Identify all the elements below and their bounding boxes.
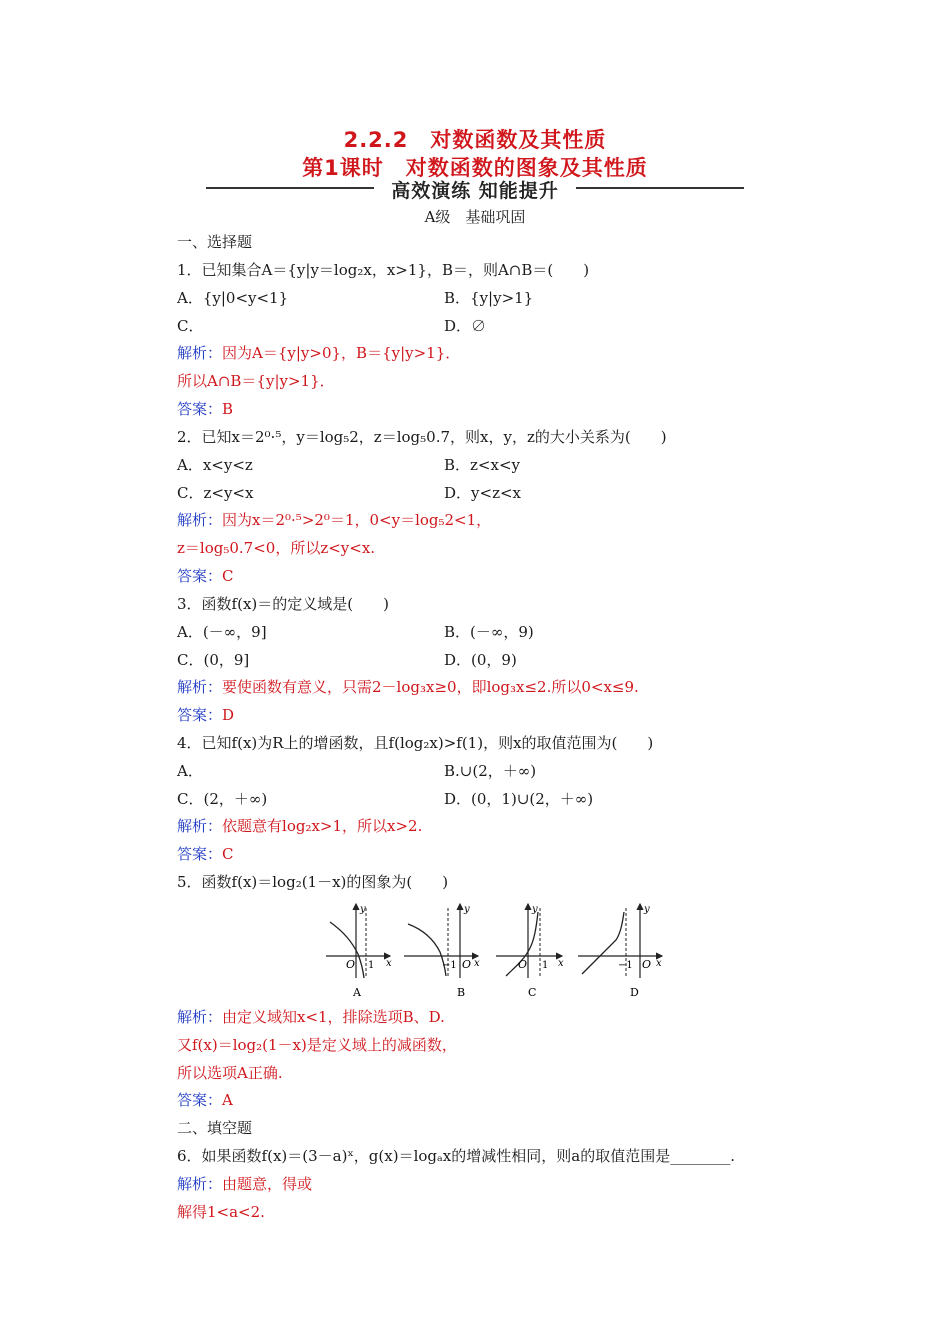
analysis-text: 因为A＝{y|y>0}，B＝{y|y>1}． [222, 344, 461, 362]
graph-d [578, 904, 662, 999]
section-heading: 一、选择题 [177, 233, 253, 251]
graph-b [404, 904, 480, 999]
answer-label: 答案： [177, 400, 223, 418]
svg-text:x: x [386, 958, 392, 969]
question-stem: 4．已知f(x)为R上的增函数，且f(log₂x)>f(1)，则x的取值范围为( ) [177, 734, 654, 752]
question-stem: 2．已知x＝2⁰·⁵，y＝log₅2，z＝log₅0.7，则x，y，z的大小关系为( ) [177, 428, 667, 446]
svg-text:y: y [532, 904, 538, 915]
option-a: A． [177, 762, 203, 780]
answer [177, 399, 233, 419]
analysis [177, 510, 491, 530]
option-b: B.∪(2，＋∞) [444, 762, 537, 780]
option-d: D．∅ [444, 317, 487, 335]
function-graphs [320, 898, 670, 1000]
answer-label: 答案： [177, 845, 223, 863]
answer-value: A [222, 1091, 233, 1109]
svg-text:1: 1 [368, 960, 375, 971]
answer-label: 答案： [177, 567, 223, 585]
analysis-text: 由定义域知x<1，排除选项B、D. [222, 1008, 445, 1026]
option-c: C．(0，9] [177, 651, 250, 669]
svg-text:x: x [474, 958, 480, 969]
svg-text:−1: −1 [618, 960, 633, 971]
option-c: C． [177, 317, 204, 335]
analysis [177, 343, 460, 363]
answer-label: 答案： [177, 1091, 223, 1109]
option-c: C．(2，＋∞) [177, 790, 268, 808]
graph-c [496, 904, 564, 999]
question-stem: 1．已知集合A＝{y|y＝log₂x，x>1}，B＝，则A∩B＝( ) [177, 261, 590, 279]
analysis-label: 解析： [177, 817, 223, 835]
option-b: B．z<x<y [444, 456, 520, 474]
question-stem: 3．函数f(x)＝的定义域是( ) [177, 595, 389, 613]
lesson-title: 第1课时 对数函数的图象及其性质 [302, 156, 648, 180]
section-heading: 二、填空题 [177, 1119, 253, 1137]
analysis-text: z＝log₅0.7<0，所以z<y<x. [177, 539, 376, 557]
graphs-svg [320, 898, 670, 1000]
graph-label: C [528, 986, 537, 999]
analysis-label: 解析： [177, 678, 223, 696]
section-title: 2.2.2 对数函数及其性质 [343, 128, 607, 152]
option-c: C．z<y<x [177, 484, 254, 502]
analysis-text: 所以选项A正确. [177, 1064, 283, 1082]
analysis [177, 1007, 445, 1027]
analysis-text: 因为x＝2⁰·⁵>2⁰＝1，0<y＝log₅2<1， [222, 511, 492, 529]
analysis-text: 所以A∩B＝{y|y>1}． [177, 372, 335, 390]
graph-label: B [457, 986, 466, 999]
analysis [177, 677, 639, 697]
option-a: A．(－∞，9] [177, 623, 267, 641]
analysis [177, 816, 422, 836]
answer [177, 705, 234, 725]
analysis-text: 解得1<a<2. [177, 1203, 265, 1221]
svg-text:O: O [642, 958, 652, 971]
option-d: D．y<z<x [444, 484, 521, 502]
option-d: D．(0，1)∪(2，＋∞) [444, 790, 594, 808]
option-a: A．x<y<z [177, 456, 253, 474]
svg-text:x: x [558, 958, 564, 969]
banner [206, 176, 744, 200]
option-a: A．{y|0<y<1} [177, 289, 289, 307]
graph-label: A [353, 986, 361, 999]
analysis-label: 解析： [177, 344, 223, 362]
analysis-label: 解析： [177, 1175, 223, 1193]
answer [177, 844, 234, 864]
answer-value: C [222, 567, 234, 585]
analysis-text: 由题意，得或 [222, 1175, 313, 1193]
analysis-label: 解析： [177, 1008, 223, 1026]
answer-value: B [222, 400, 234, 418]
option-d: D．(0，9) [444, 651, 517, 669]
answer-label: 答案： [177, 706, 223, 724]
banner-text: 高效演练 知能提升 [391, 180, 559, 202]
analysis-label: 解析： [177, 511, 223, 529]
analysis-text: 要使函数有意义，只需2－log₃x≥0，即log₃x≤2.所以0<x≤9. [222, 678, 639, 696]
option-b: B．{y|y>1} [444, 289, 534, 307]
svg-text:x: x [656, 958, 662, 969]
svg-text:O: O [346, 958, 356, 971]
analysis-text: 依题意有log₂x>1，所以x>2. [222, 817, 423, 835]
banner-rule-right [576, 187, 744, 189]
svg-text:−1: −1 [442, 960, 457, 971]
svg-text:y: y [464, 904, 470, 915]
answer [177, 1090, 233, 1110]
svg-text:O: O [518, 958, 528, 971]
level-heading: A级 基础巩固 [424, 208, 526, 226]
graph-label: D [630, 986, 639, 999]
svg-text:y: y [644, 904, 650, 915]
svg-text:1: 1 [542, 960, 549, 971]
curve [408, 924, 446, 976]
svg-text:O: O [462, 958, 472, 971]
svg-text:y: y [360, 904, 366, 915]
question-stem: 5．函数f(x)＝log₂(1－x)的图象为( ) [177, 873, 449, 891]
question-stem: 6．如果函数f(x)＝(3－a)ˣ，g(x)＝logₐx的增减性相同，则a的取值范围是________. [177, 1147, 735, 1165]
answer-value: C [222, 845, 234, 863]
analysis-text: 又f(x)＝log₂(1－x)是定义域上的减函数， [177, 1036, 457, 1054]
analysis [177, 1174, 312, 1194]
answer [177, 566, 234, 586]
answer-value: D [222, 706, 235, 724]
option-b: B．(－∞，9) [444, 623, 534, 641]
graph-a [326, 904, 392, 999]
